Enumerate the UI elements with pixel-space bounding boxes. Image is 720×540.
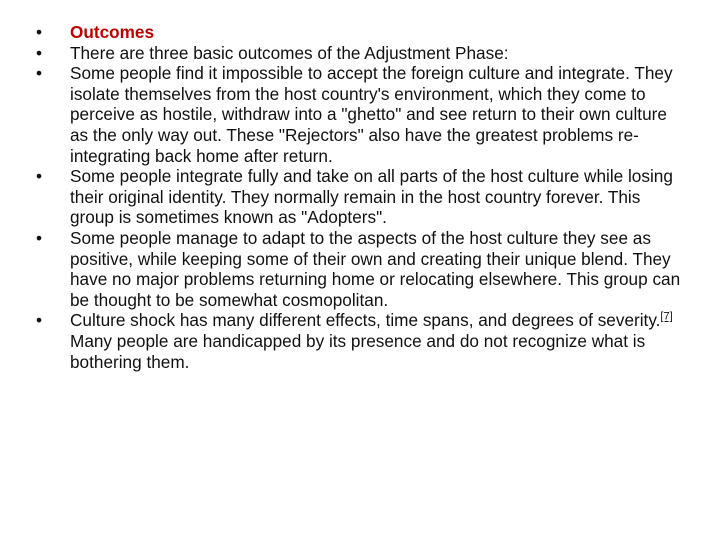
bullet-text: Some people integrate fully and take on all parts of the host culture while losing their original identity. They normally remain in the host country forever. This group is sometimes known as "Adopters". — [70, 166, 673, 228]
bullet-item — [32, 228, 684, 310]
footnote-link[interactable]: [7] — [660, 310, 673, 323]
bullet-icon: • — [35, 310, 43, 331]
bullet-text-before: Culture shock has many different effects, time spans, and degrees of severity. — [70, 310, 661, 331]
bullet-icon: • — [35, 22, 43, 42]
bullet-item — [32, 166, 684, 228]
bullet-text: Some people manage to adapt to the aspects of the host culture they see as positive, while keeping some of their own and creating their unique blend. They have no major problems returning home or relocating elsewhere. This group can be thought to be somewhat cosmopolitan. — [70, 227, 681, 310]
bullet-icon: • — [35, 42, 43, 63]
bullet-item-outcomes-heading — [32, 22, 684, 43]
bullet-text-after: Many people are handicapped by its presence and do not recognize what is bothering them. — [70, 330, 646, 372]
bullet-icon: • — [35, 63, 43, 84]
heading-text: Outcomes — [70, 22, 155, 42]
footnote-reference — [660, 311, 672, 323]
bullet-item — [32, 310, 684, 372]
bullet-icon: • — [35, 227, 43, 248]
bullet-text: There are three basic outcomes of the Adjustment Phase: — [70, 42, 509, 63]
bullet-list — [32, 22, 684, 372]
bullet-text: Some people find it impossible to accept the foreign culture and integrate. They isolate themselves from the host country's environment, which they come to perceive as hostile, withdraw into a "ghetto" and see return to their own culture as the only way out. These "Rejectors" also have the greatest problems re-integrating back home after return. — [70, 63, 673, 166]
bullet-item — [32, 63, 684, 166]
bullet-item — [32, 43, 684, 64]
bullet-icon: • — [35, 166, 43, 187]
